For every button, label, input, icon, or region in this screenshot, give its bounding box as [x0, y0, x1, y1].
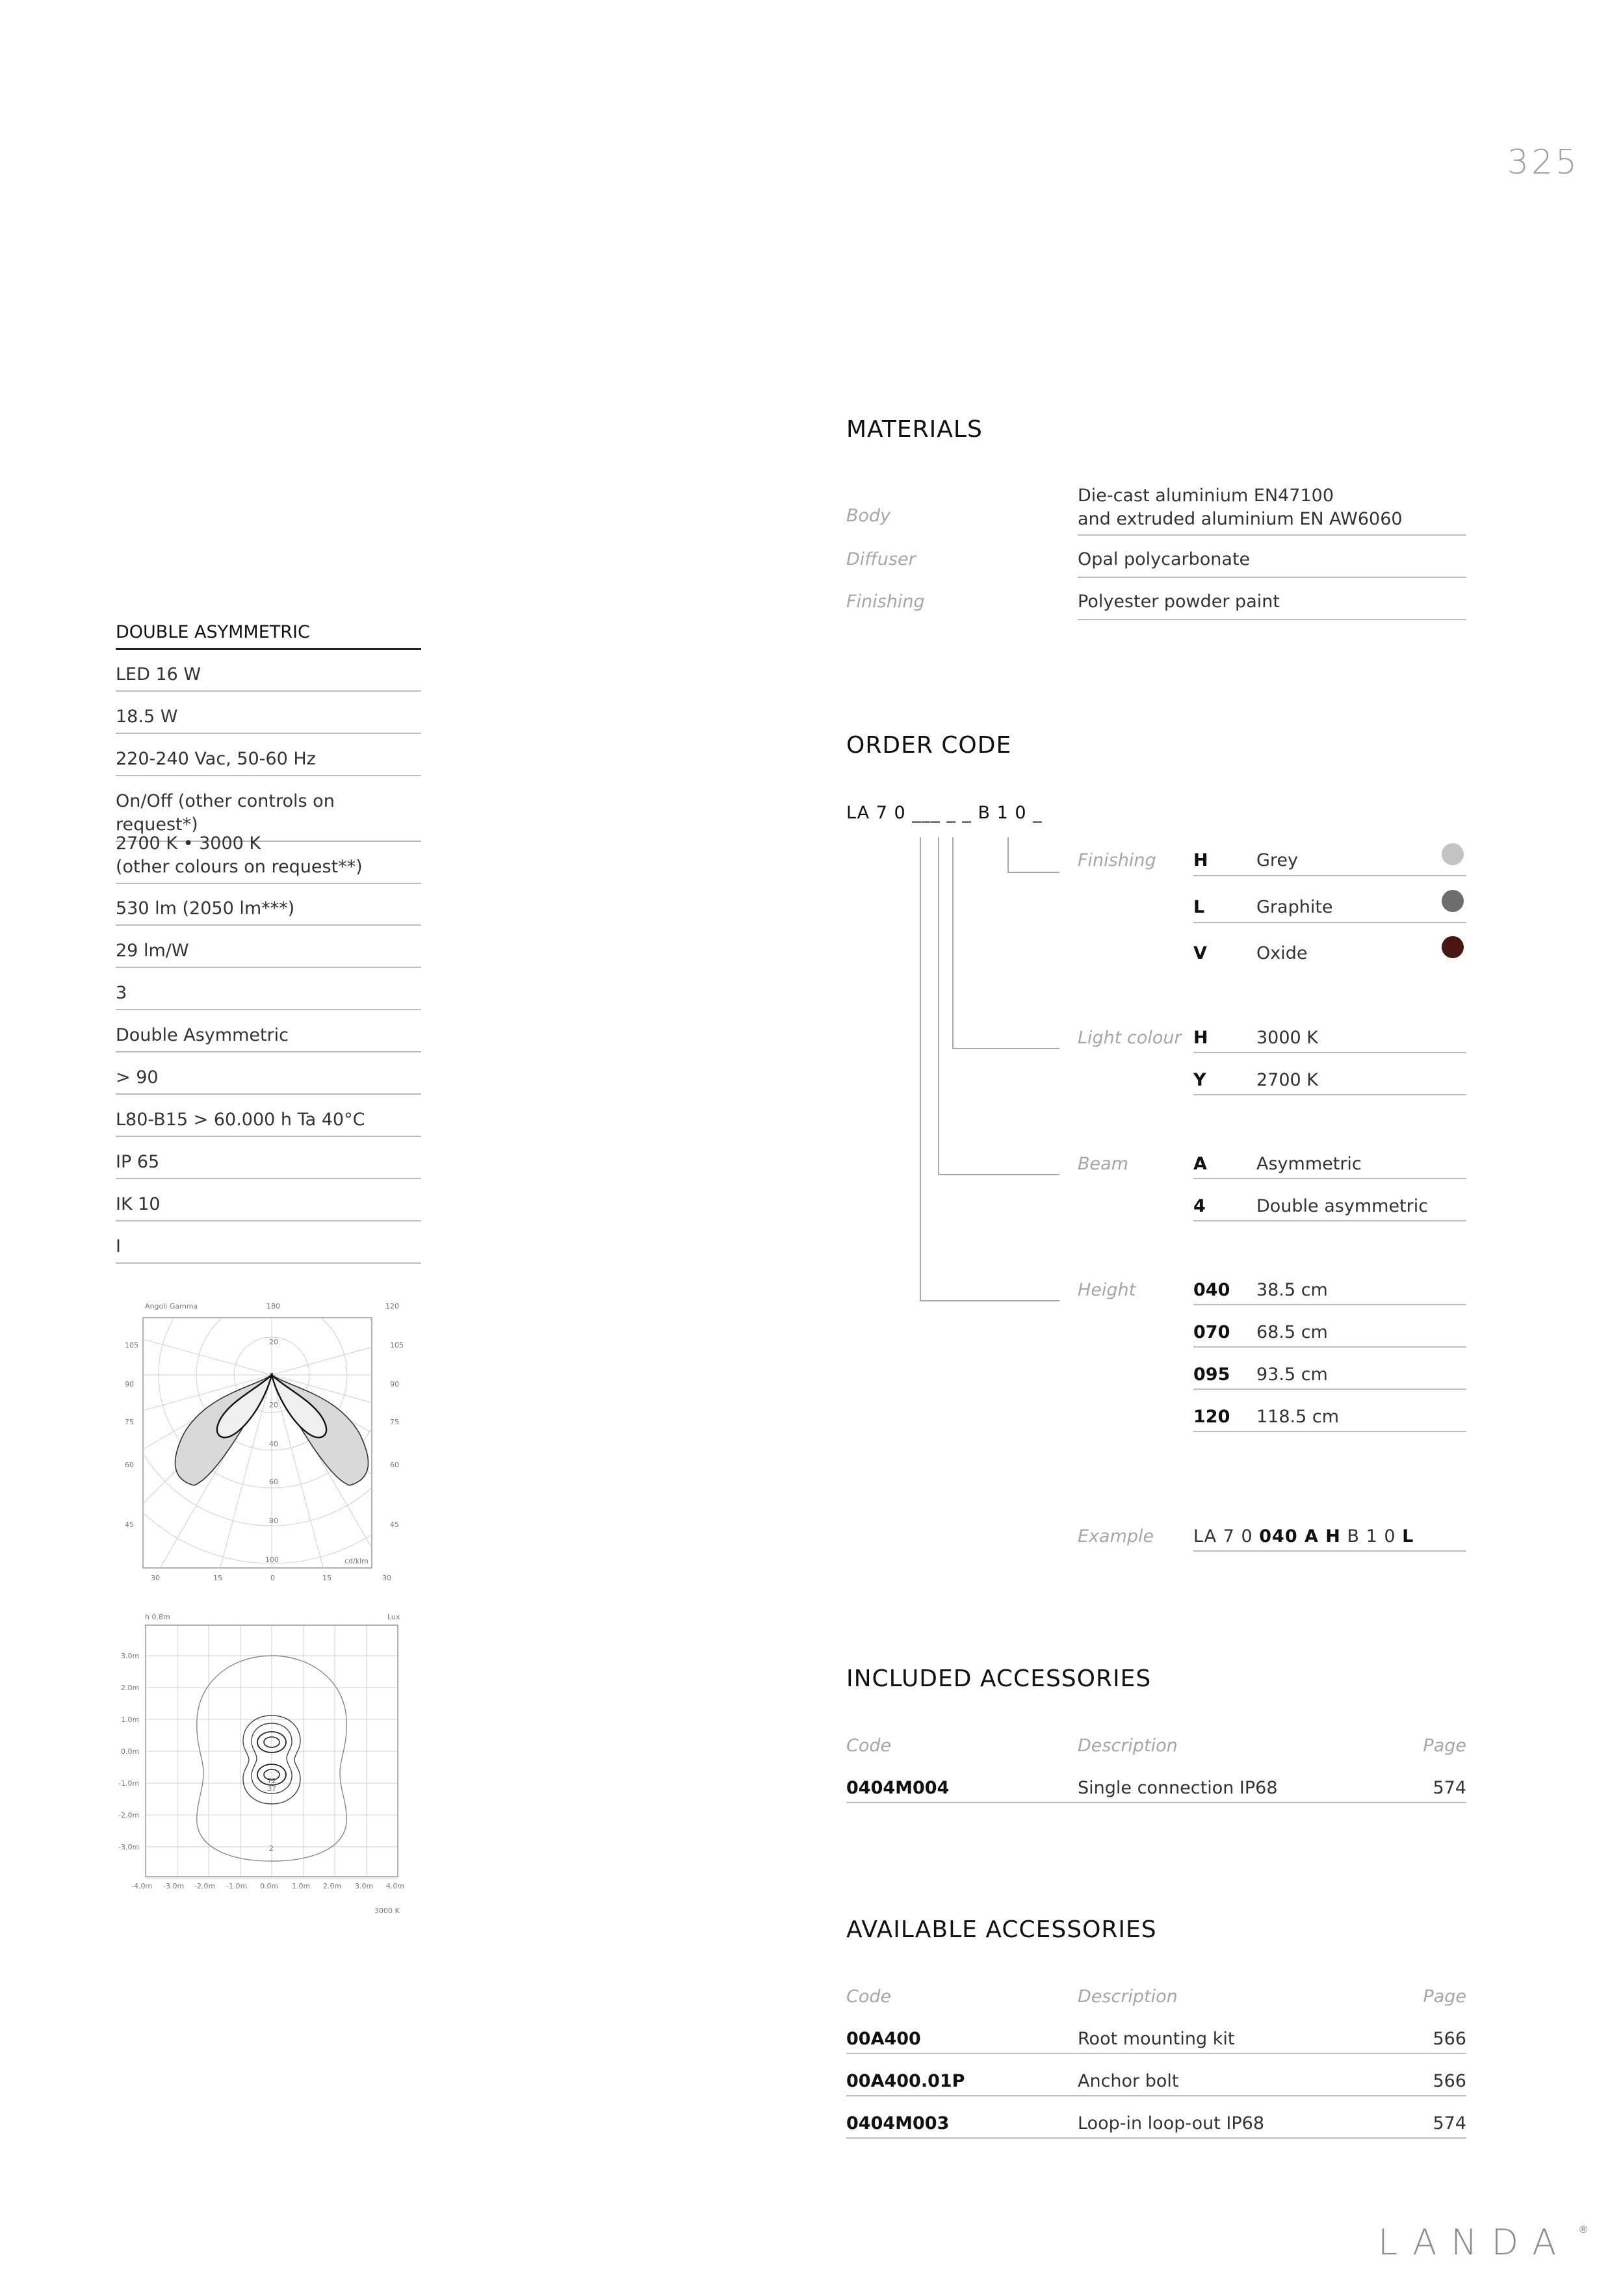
material-label: Diffuser: [846, 549, 916, 569]
option-code: L: [1193, 897, 1205, 917]
polar-top-right-label: 120: [385, 1302, 399, 1311]
included-accessories-title: INCLUDED ACCESSORIES: [846, 1665, 1152, 1692]
spec-item: 3: [116, 982, 421, 1010]
polar-diagram: [116, 1290, 408, 1589]
order-code-pattern: LA 7 0 ___ _ _ B 1 0 _: [846, 803, 1043, 823]
isolux-contour-label: 37: [267, 1784, 276, 1793]
polar-corner-label: Angoli Gamma: [145, 1302, 198, 1311]
light-colour-label: Light colour: [1078, 1028, 1182, 1048]
polar-radial-label: 20: [269, 1338, 278, 1346]
divider: [1193, 1220, 1466, 1221]
accessory-code: 00A400: [846, 2029, 921, 2049]
option-code: 4: [1193, 1196, 1206, 1216]
option-desc: 118.5 cm: [1256, 1407, 1340, 1427]
isolux-x-label: -1.0m: [226, 1882, 248, 1890]
option-code: 120: [1193, 1407, 1230, 1427]
isolux-x-label: -3.0m: [163, 1882, 185, 1890]
isolux-unit: Lux: [387, 1613, 400, 1621]
material-value: Opal polycarbonate: [1078, 549, 1251, 569]
isolux-x-label: 0.0m: [260, 1882, 279, 1890]
option-desc: 3000 K: [1256, 1028, 1319, 1048]
spec-item: > 90: [116, 1066, 421, 1095]
material-label: Finishing: [846, 592, 925, 612]
option-desc: Graphite: [1256, 897, 1333, 917]
order-code-title: ORDER CODE: [846, 732, 1012, 759]
option-desc: Grey: [1256, 850, 1299, 870]
accessory-description: Anchor bolt: [1078, 2071, 1179, 2091]
spec-item: On/Off (other controls on request*): [116, 790, 421, 842]
isolux-contour-label: 2: [269, 1844, 274, 1853]
spec-line: 2700 K • 3000 K: [116, 833, 261, 854]
brand-logo: [1378, 2222, 1570, 2263]
height-label: Height: [1078, 1280, 1136, 1300]
spec-item: 18.5 W: [116, 705, 421, 734]
polar-unit: cd/klm: [344, 1557, 369, 1565]
isolux-y-label: -1.0m: [118, 1779, 140, 1788]
material-label: Body: [846, 506, 891, 526]
divider: [846, 2053, 1466, 2054]
option-code: A: [1193, 1154, 1207, 1174]
polar-side-label: 90: [125, 1380, 134, 1389]
accessory-description: Loop-in loop-out IP68: [1078, 2113, 1265, 2133]
swatch-grey: [1442, 843, 1464, 865]
col-header-description: Description: [1078, 1736, 1178, 1756]
example-part-highlight: L: [1402, 1526, 1414, 1546]
spec-item: 530 lm (2050 lm***): [116, 897, 421, 926]
isolux-y-label: 1.0m: [121, 1715, 140, 1724]
option-code: H: [1193, 1028, 1208, 1048]
col-header-code: Code: [846, 1736, 892, 1756]
spec-item: 29 lm/W: [116, 939, 421, 968]
divider: [1078, 619, 1466, 620]
isolux-x-label: 2.0m: [323, 1882, 342, 1890]
polar-side-label: 75: [125, 1418, 134, 1426]
spec-item: LED 16 W: [116, 663, 421, 692]
accessory-description: Root mounting kit: [1078, 2029, 1235, 2049]
material-value-line: and extruded aluminium EN AW6060: [1078, 509, 1403, 529]
finishing-label: Finishing: [1078, 850, 1156, 870]
polar-bottom-label: 15: [322, 1574, 331, 1582]
isolux-y-label: 2.0m: [121, 1684, 140, 1692]
divider: [846, 1802, 1466, 1803]
col-header-description: Description: [1078, 1987, 1178, 2007]
option-code: Y: [1193, 1070, 1206, 1090]
polar-radial-label: 80: [269, 1517, 278, 1525]
isolux-y-label: 3.0m: [121, 1652, 140, 1660]
swatch-oxide: [1442, 936, 1464, 958]
divider: [1193, 1094, 1466, 1095]
spec-item: I: [116, 1235, 421, 1264]
isolux-y-label: -3.0m: [118, 1843, 140, 1851]
isolux-cct: 3000 K: [374, 1907, 400, 1915]
example-part: LA 7 0: [1193, 1526, 1260, 1546]
option-desc: 2700 K: [1256, 1070, 1319, 1090]
polar-top-center-label: 180: [266, 1302, 280, 1311]
polar-radial-label: 40: [269, 1440, 278, 1448]
option-code: 095: [1193, 1364, 1230, 1385]
option-code: H: [1193, 850, 1208, 870]
polar-side-label: 60: [125, 1461, 134, 1469]
divider: [1193, 1052, 1466, 1053]
divider: [846, 2095, 1466, 2096]
polar-bottom-label: 0: [270, 1574, 275, 1582]
col-header-page: Page: [1423, 1736, 1466, 1756]
example-label: Example: [1078, 1526, 1154, 1546]
isolux-x-label: 1.0m: [292, 1882, 311, 1890]
isolux-x-label: -4.0m: [131, 1882, 153, 1890]
isolux-diagram: [116, 1609, 415, 1934]
material-value: [1078, 484, 1403, 531]
registered-mark: ®: [1578, 2223, 1589, 2236]
option-code: V: [1193, 943, 1207, 963]
material-value: Polyester powder paint: [1078, 592, 1280, 612]
divider: [846, 2137, 1466, 2139]
spec-line: (other colours on request**): [116, 857, 363, 877]
spec-item: L80-B15 > 60.000 h Ta 40°C: [116, 1108, 421, 1137]
divider: [1078, 577, 1466, 578]
materials-title: MATERIALS: [846, 416, 983, 443]
col-header-page: Page: [1423, 1987, 1466, 2007]
polar-grid: [116, 1290, 408, 1589]
polar-radial-label: 100: [265, 1556, 279, 1564]
option-desc: Oxide: [1256, 943, 1308, 963]
polar-side-label: 60: [390, 1461, 399, 1469]
spec-item: 220-240 Vac, 50-60 Hz: [116, 748, 421, 776]
spec-item: Double Asymmetric: [116, 1024, 421, 1052]
accessory-code: 0404M003: [846, 2113, 950, 2133]
isolux-grid: [146, 1625, 398, 1879]
polar-side-label: 105: [125, 1341, 138, 1350]
option-desc: 93.5 cm: [1256, 1364, 1328, 1385]
polar-side-label: 105: [390, 1341, 404, 1350]
material-value-line: Die-cast aluminium EN47100: [1078, 486, 1334, 506]
isolux-height-label: h 0.8m: [145, 1613, 170, 1621]
swatch-graphite: [1442, 890, 1464, 912]
spec-item: [116, 832, 421, 884]
isolux-x-label: 3.0m: [355, 1882, 374, 1890]
polar-bottom-label: 15: [213, 1574, 222, 1582]
connector-height: [920, 837, 1059, 1301]
divider: [1193, 922, 1466, 923]
divider: [1193, 875, 1466, 876]
divider: [1193, 1304, 1466, 1305]
option-desc: Double asymmetric: [1256, 1196, 1429, 1216]
accessory-page: 566: [1433, 2071, 1466, 2091]
divider: [1193, 1431, 1466, 1432]
accessory-code: 0404M004: [846, 1778, 950, 1798]
spec-item: IK 10: [116, 1193, 421, 1221]
col-header-code: Code: [846, 1987, 892, 2007]
accessory-description: Single connection IP68: [1078, 1778, 1278, 1798]
isolux-x-label: -2.0m: [194, 1882, 216, 1890]
divider: [1078, 534, 1466, 536]
spec-item: IP 65: [116, 1151, 421, 1179]
polar-radial-label: 60: [269, 1478, 278, 1486]
spec-title: DOUBLE ASYMMETRIC: [116, 621, 421, 650]
polar-bottom-label: 30: [151, 1574, 160, 1582]
accessory-code: 00A400.01P: [846, 2071, 965, 2091]
isolux-y-label: 0.0m: [121, 1747, 140, 1756]
option-code: 070: [1193, 1322, 1230, 1342]
divider: [1193, 1346, 1466, 1348]
polar-side-label: 90: [390, 1380, 399, 1389]
polar-side-label: 75: [390, 1418, 399, 1426]
divider: [1193, 1550, 1466, 1552]
page-number: 325: [1507, 143, 1579, 182]
available-accessories-title: AVAILABLE ACCESSORIES: [846, 1916, 1157, 1943]
accessory-page: 574: [1433, 2113, 1466, 2133]
isolux-y-label: -2.0m: [118, 1811, 140, 1820]
example-part: B 1 0: [1340, 1526, 1403, 1546]
example-code: [1193, 1526, 1414, 1546]
accessory-page: 574: [1433, 1778, 1466, 1798]
brand-logo-text: LANDA: [1378, 2222, 1571, 2263]
option-code: 040: [1193, 1280, 1230, 1300]
accessory-page: 566: [1433, 2029, 1466, 2049]
divider: [1193, 1389, 1466, 1390]
polar-side-label: 45: [125, 1520, 134, 1529]
divider: [1193, 1178, 1466, 1179]
isolux-contour-label: 72: [267, 1777, 276, 1785]
polar-side-label: 45: [390, 1520, 399, 1529]
option-desc: 38.5 cm: [1256, 1280, 1328, 1300]
option-desc: Asymmetric: [1256, 1154, 1362, 1174]
beam-label: Beam: [1078, 1154, 1128, 1174]
polar-bottom-label: 30: [382, 1574, 391, 1582]
isolux-x-label: 4.0m: [386, 1882, 405, 1890]
example-part-highlight: 040 A H: [1259, 1526, 1341, 1546]
polar-radial-label: 20: [269, 1401, 278, 1409]
option-desc: 68.5 cm: [1256, 1322, 1328, 1342]
